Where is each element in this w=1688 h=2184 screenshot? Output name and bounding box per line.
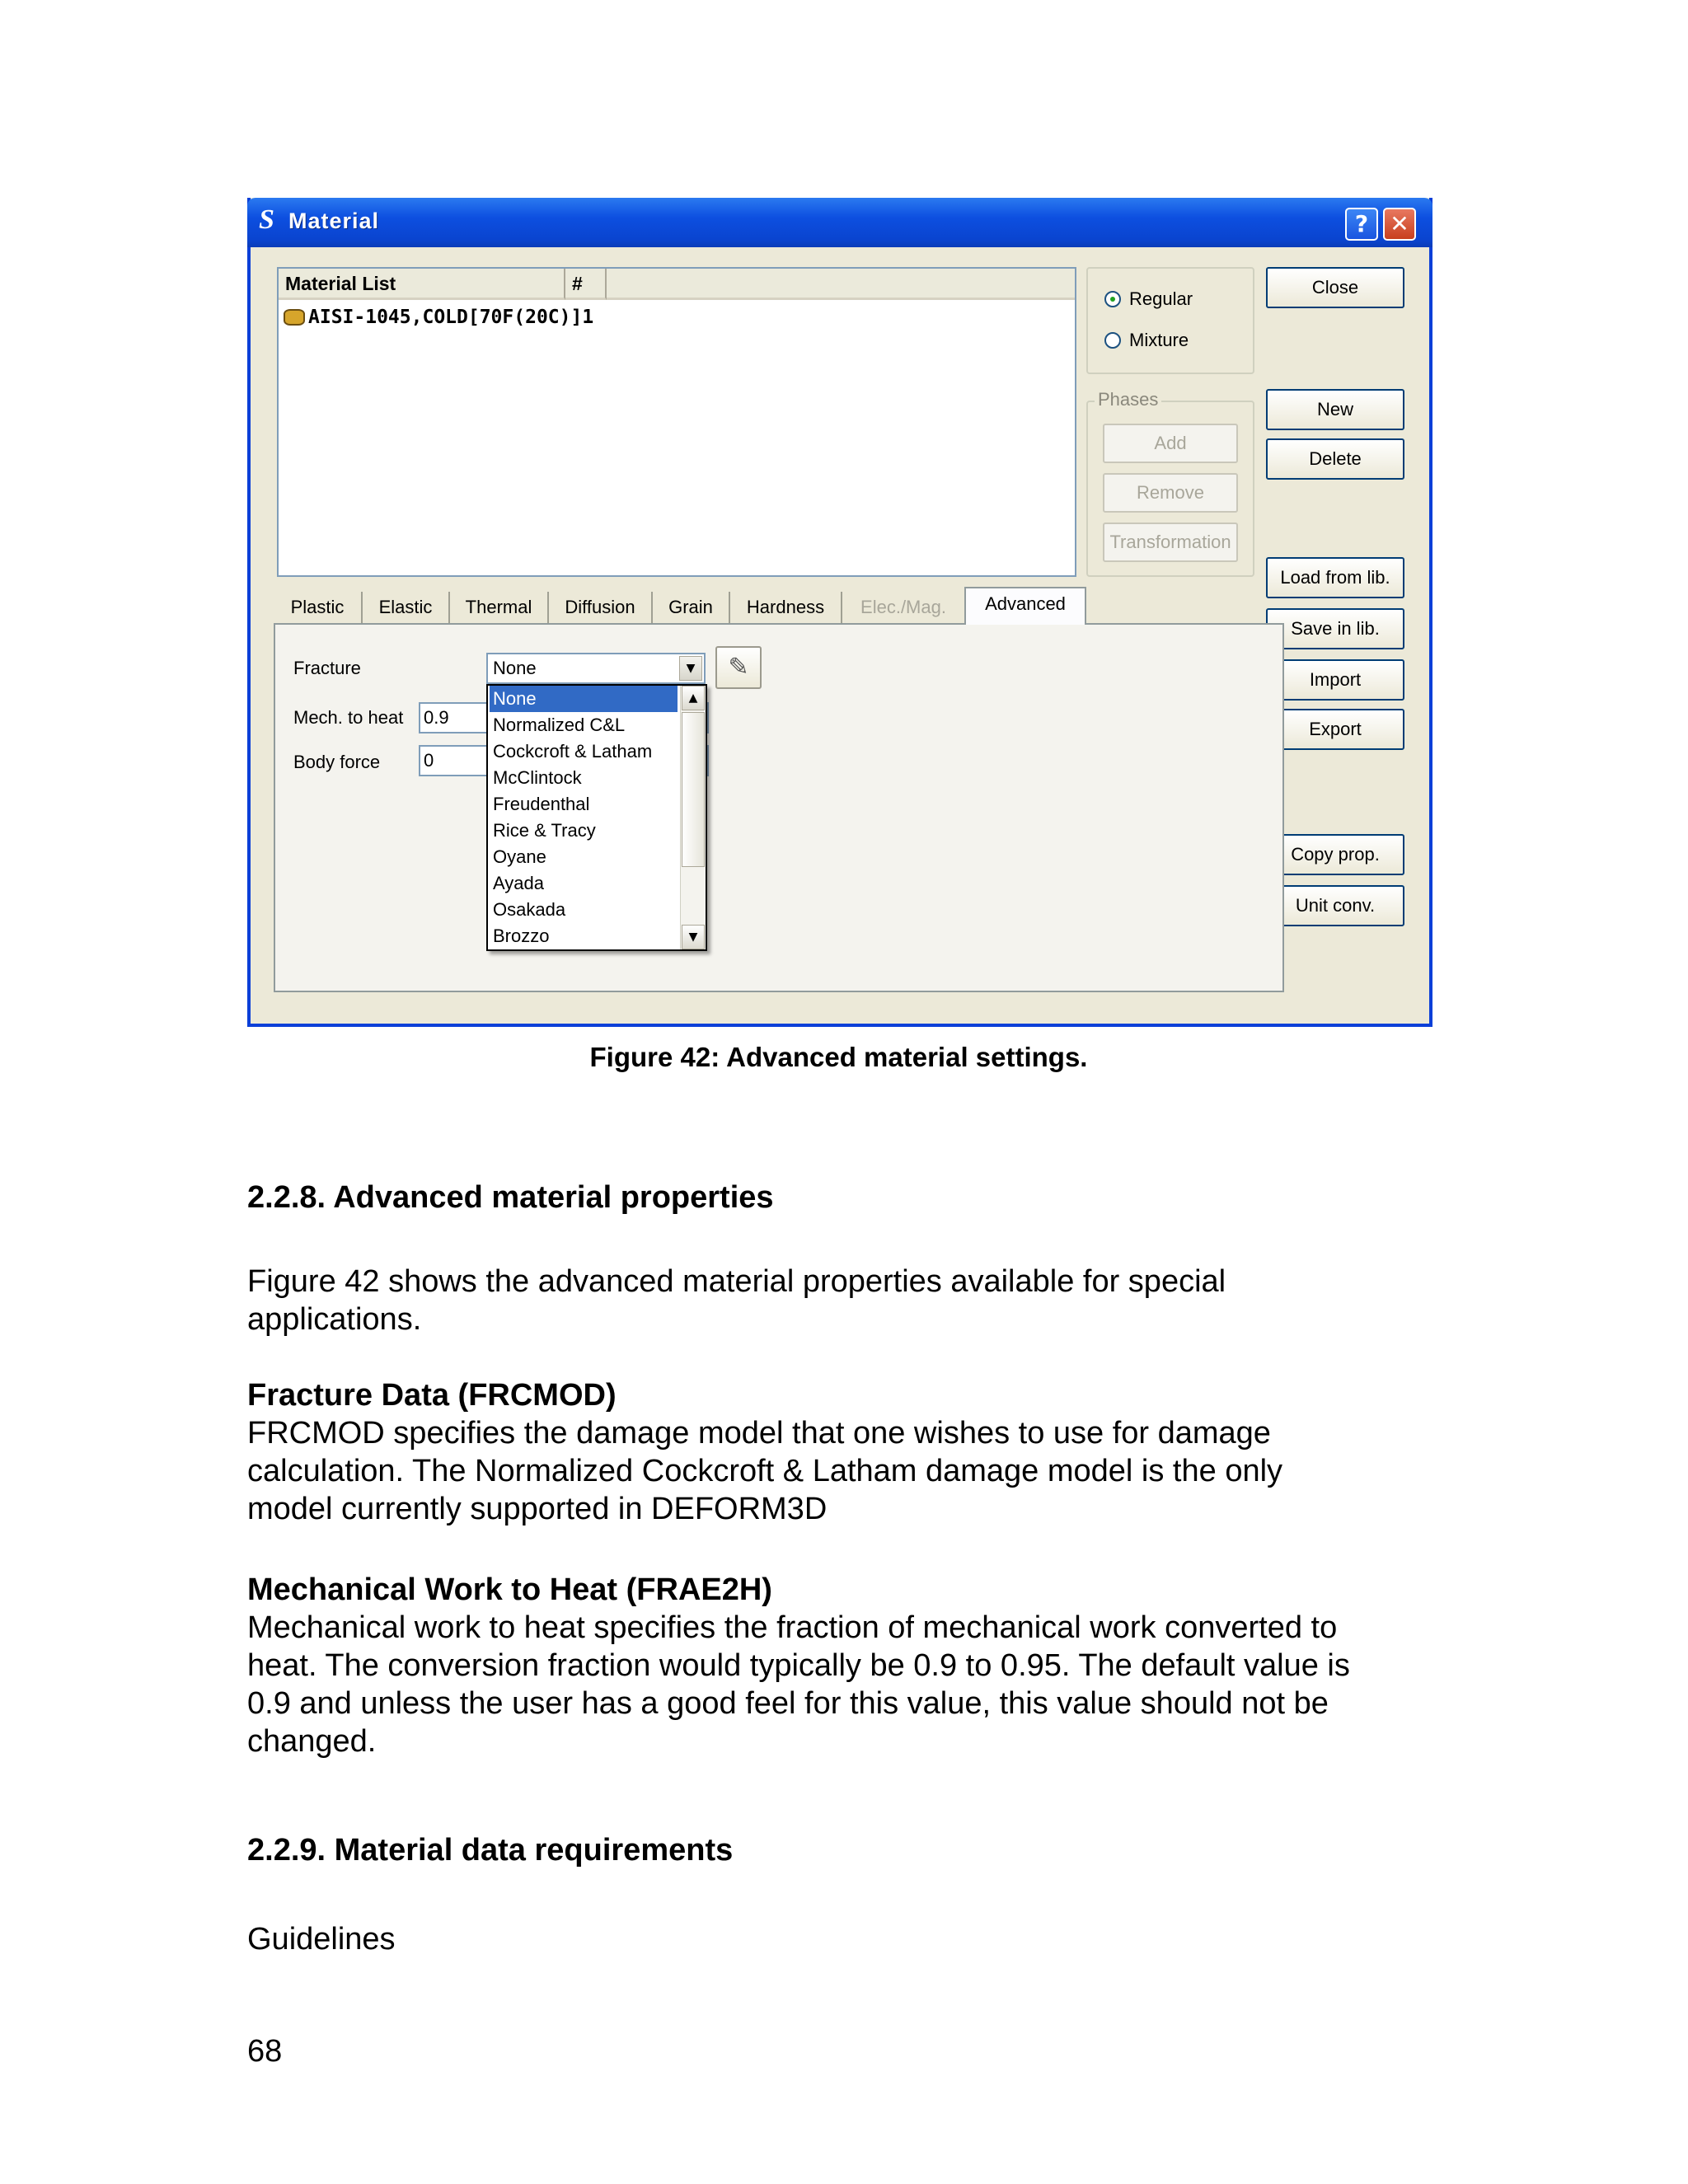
fracture-label: Fracture xyxy=(293,658,361,678)
tab-grain[interactable]: Grain xyxy=(653,592,730,625)
page-number: 68 xyxy=(247,2034,283,2069)
edit-fracture-button[interactable] xyxy=(715,646,762,689)
remove-phase-button[interactable]: Remove xyxy=(1103,473,1238,513)
tab-advanced[interactable]: Advanced xyxy=(964,587,1086,625)
list-item[interactable] xyxy=(284,305,593,330)
dropdown-scrollbar[interactable] xyxy=(680,686,706,949)
material-type-group xyxy=(1086,267,1254,374)
empty-column-header xyxy=(607,269,1075,300)
figure-caption: Figure 42: Advanced material settings. xyxy=(589,1042,1088,1072)
dropdown-option[interactable]: Ayada xyxy=(493,873,544,893)
radio-empty-icon xyxy=(1104,332,1121,349)
copy-prop-button[interactable]: Copy prop. xyxy=(1266,834,1404,875)
material-list[interactable] xyxy=(277,267,1076,577)
add-phase-button[interactable]: Add xyxy=(1103,424,1238,463)
body-force-field[interactable]: 0 xyxy=(419,745,709,776)
import-button[interactable]: Import xyxy=(1266,659,1404,701)
close-window-button[interactable]: ✕ xyxy=(1383,208,1416,241)
phases-group xyxy=(1086,389,1254,577)
body-force-label: Body force xyxy=(293,752,381,772)
dropdown-option[interactable]: Normalized C&L xyxy=(493,715,626,735)
app-logo-icon: S xyxy=(259,204,274,235)
advanced-tab-panel xyxy=(274,623,1284,992)
dropdown-option[interactable]: Freudenthal xyxy=(493,794,590,814)
section-heading: 2.2.9. Material data requirements xyxy=(247,1833,734,1868)
fracture-value: None xyxy=(493,658,537,678)
tab-thermal[interactable]: Thermal xyxy=(450,592,549,625)
dropdown-option[interactable]: Rice & Tracy xyxy=(493,820,596,841)
dropdown-option[interactable]: Cockcroft & Latham xyxy=(493,741,653,762)
regular-radio[interactable]: Regular xyxy=(1104,288,1193,310)
title-bar[interactable] xyxy=(247,198,1432,247)
delete-button[interactable]: Delete xyxy=(1266,438,1404,480)
tab-elastic[interactable]: Elastic xyxy=(363,592,450,625)
mech-to-heat-field[interactable]: 0.9 xyxy=(419,702,709,733)
mixture-radio[interactable]: Mixture xyxy=(1104,330,1189,351)
dropdown-option[interactable]: Brozzo xyxy=(493,926,550,946)
new-button[interactable]: New xyxy=(1266,389,1404,430)
close-button[interactable]: Close xyxy=(1266,267,1404,308)
dropdown-option[interactable]: Oyane xyxy=(493,846,546,867)
scroll-down-icon[interactable]: ▼ xyxy=(682,925,705,949)
tab-hardness[interactable]: Hardness xyxy=(730,592,842,625)
heat-heading: Mechanical Work to Heat (FRAE2H) xyxy=(247,1572,772,1607)
help-button[interactable]: ? xyxy=(1345,208,1378,241)
scroll-up-icon[interactable]: ▲ xyxy=(682,686,705,710)
tab-diffusion[interactable]: Diffusion xyxy=(549,592,653,625)
save-in-lib-button[interactable]: Save in lib. xyxy=(1266,608,1404,649)
material-name: AISI-1045,COLD[70F(20C)] xyxy=(308,307,583,328)
material-number: 1 xyxy=(582,307,594,328)
fracture-paragraph: Fracture Data (FRCMOD) FRCMOD specifies the damage model that one wishes to use for damage calculation. The Normalized Cockcroft & Latham damage model is the only model currently supported in DEFORM3D xyxy=(247,1378,1283,1526)
export-button[interactable]: Export xyxy=(1266,709,1404,750)
material-dialog xyxy=(247,198,1432,1027)
scroll-thumb[interactable] xyxy=(682,712,705,867)
guidelines-text: Guidelines xyxy=(247,1922,396,1957)
transformation-button[interactable]: Transformation xyxy=(1103,523,1238,562)
load-from-lib-button[interactable]: Load from lib. xyxy=(1266,557,1404,598)
mech-to-heat-label: Mech. to heat xyxy=(293,707,404,728)
radio-selected-icon xyxy=(1104,291,1121,307)
dropdown-option[interactable]: None xyxy=(490,686,678,712)
heat-paragraph: Mechanical Work to Heat (FRAE2H) Mechanical work to heat specifies the fraction of mechanical work converted to heat. The conversion fraction would typically be 0.9 to 0.95. The default value is 0.9 and unless the user has a good feel for this value, this value should not be changed. xyxy=(247,1572,1350,1759)
fracture-heading: Fracture Data (FRCMOD) xyxy=(247,1378,617,1413)
number-column-header[interactable]: # xyxy=(565,269,607,300)
phases-label: Phases xyxy=(1095,389,1161,410)
unit-conv-button[interactable]: Unit conv. xyxy=(1266,885,1404,926)
material-list-header[interactable]: Material List xyxy=(279,269,565,300)
tab-plastic[interactable]: Plastic xyxy=(274,592,363,625)
tab-elec-mag[interactable]: Elec./Mag. xyxy=(842,592,966,625)
section-heading: 2.2.8. Advanced material properties xyxy=(247,1180,774,1215)
fracture-dropdown-list[interactable] xyxy=(486,684,707,951)
dropdown-option[interactable]: Osakada xyxy=(493,899,566,920)
chevron-down-icon[interactable]: ▼ xyxy=(679,656,702,681)
material-icon xyxy=(284,309,305,326)
fracture-select[interactable] xyxy=(486,653,706,684)
window-title: Material xyxy=(288,209,380,233)
intro-paragraph: Figure 42 shows the advanced material properties available for special applications. xyxy=(247,1264,1226,1337)
dropdown-option[interactable]: McClintock xyxy=(493,767,582,788)
pencil-icon: ✎ xyxy=(728,653,749,682)
